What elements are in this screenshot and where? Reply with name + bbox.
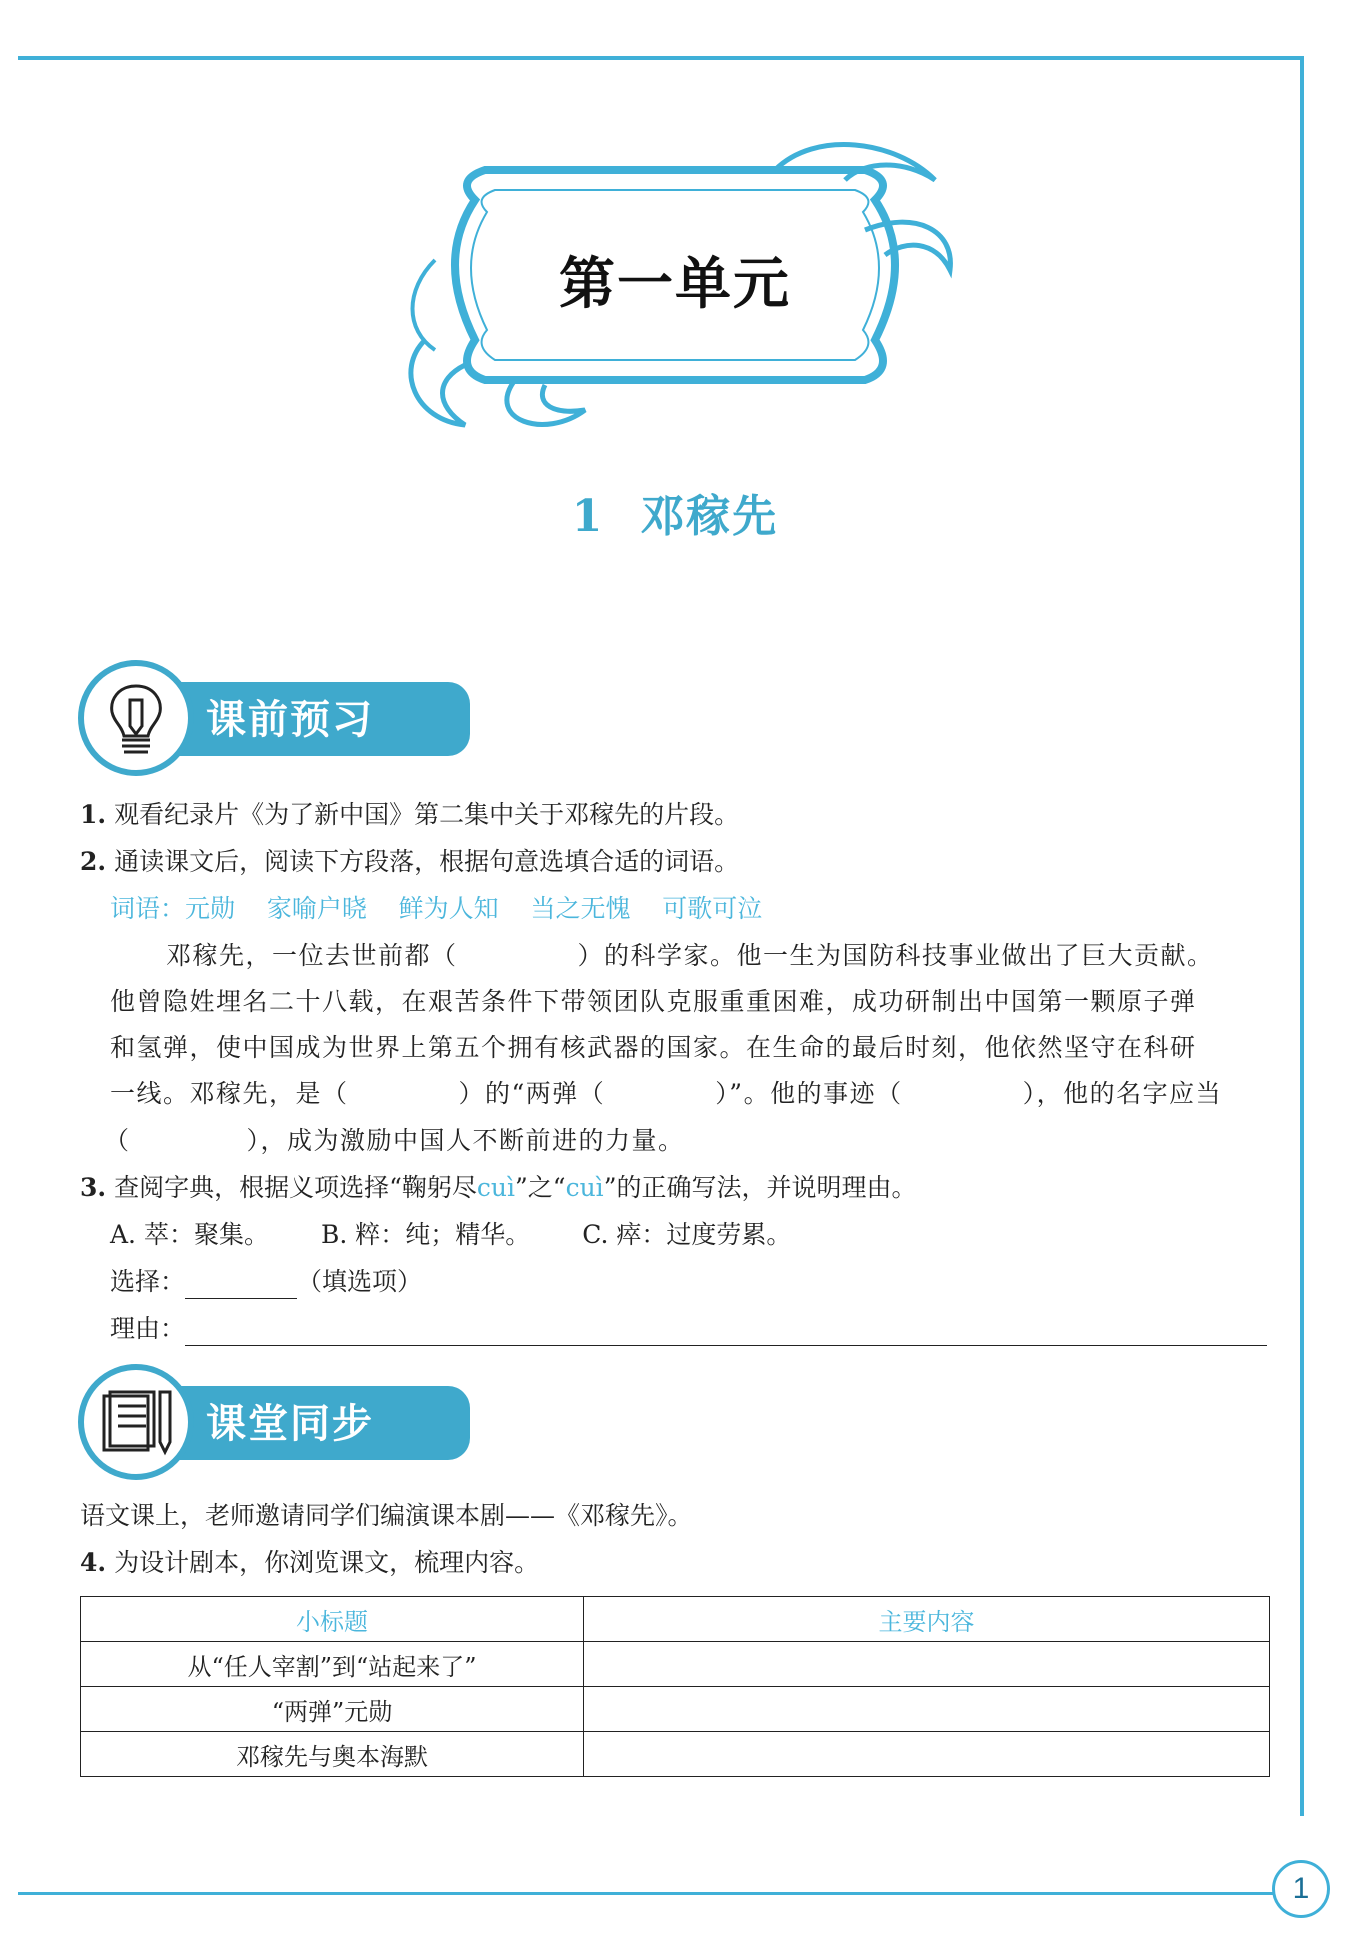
paragraph-text: ）”。他的事迹（	[715, 1079, 903, 1108]
intro-text: 语文课上，老师邀请同学们编演课本剧——《邓稼先》。	[80, 1501, 693, 1530]
table-cell-content[interactable]	[584, 1732, 1270, 1777]
question-3-options	[110, 1218, 791, 1252]
question-4-number: 4.	[80, 1548, 107, 1577]
page-frame-right	[1300, 56, 1304, 1816]
table-cell-subtitle: “两弹”元勋	[81, 1687, 584, 1732]
table-row	[81, 1732, 1270, 1777]
question-4-text: 为设计剧本，你浏览课文，梳理内容。	[114, 1548, 540, 1577]
section-preview-badge	[78, 660, 398, 780]
choice-label: 选择：	[110, 1267, 186, 1296]
question-3-text: 查阅字典，根据义项选择“鞠躬尽	[114, 1173, 477, 1202]
lesson-name: 邓稼先	[640, 491, 779, 542]
unit-title: 第一单元	[559, 252, 791, 317]
summary-table	[80, 1596, 1270, 1777]
word-bank-item: 家喻户晓	[266, 894, 367, 923]
question-3-text: ”之“	[515, 1173, 566, 1202]
word-bank-item: 元勋	[185, 894, 236, 923]
option-b: B. 粹：纯；精华。	[320, 1220, 531, 1249]
word-bank-item: 鲜为人知	[398, 894, 499, 923]
table-header: 主要内容	[584, 1597, 1270, 1642]
table-cell-subtitle: 邓稼先与奥本海默	[81, 1732, 584, 1777]
choice-row	[110, 1265, 422, 1299]
lightbulb-pencil-icon	[96, 678, 176, 758]
table-header: 小标题	[81, 1597, 584, 1642]
choice-hint: （填选项）	[297, 1267, 423, 1296]
table-header-row	[81, 1597, 1270, 1642]
option-a: A. 萃：聚集。	[110, 1220, 269, 1249]
word-bank-item: 当之无愧	[530, 894, 631, 923]
word-bank	[110, 892, 762, 926]
section-class-label: 课堂同步	[206, 1401, 374, 1447]
paragraph-text: ），他的名字应当	[1022, 1079, 1223, 1108]
table-row	[81, 1687, 1270, 1732]
page-frame-bottom	[18, 1892, 1278, 1895]
paragraph-text: ）的“两弹（	[458, 1079, 606, 1108]
word-bank-item: 可歌可泣	[662, 894, 763, 923]
question-2-text: 通读课文后，阅读下方段落，根据句意选填合适的词语。	[114, 847, 740, 876]
table-row	[81, 1642, 1270, 1687]
paragraph-text: ）的科学家。他一生为国防科技事业做出了巨大贡献。	[577, 941, 1214, 970]
table-cell-content[interactable]	[584, 1687, 1270, 1732]
table-cell-content[interactable]	[584, 1642, 1270, 1687]
paragraph-line-4	[110, 1077, 1222, 1111]
question-3-text: ”的正确写法，并说明理由。	[603, 1173, 917, 1202]
choice-input[interactable]	[185, 1272, 297, 1299]
question-4	[80, 1546, 539, 1580]
lesson-number: 1	[571, 491, 605, 542]
paragraph-line-5	[104, 1124, 685, 1158]
section-class-badge	[78, 1364, 398, 1484]
page-number: 1	[1272, 1860, 1330, 1918]
paragraph-text: 一线。邓稼先，是（	[110, 1079, 349, 1108]
reason-row	[110, 1312, 1267, 1346]
lesson-title	[0, 480, 1350, 544]
question-1	[80, 798, 739, 832]
paragraph-text: 邓稼先，一位去世前都（	[166, 941, 458, 970]
paragraph-line-3: 和氢弹，使中国成为世界上第五个拥有核武器的国家。在生命的最后时刻，他依然坚守在科研	[110, 1033, 1197, 1062]
question-2	[80, 845, 739, 879]
reason-label: 理由：	[110, 1314, 186, 1343]
reason-input[interactable]	[185, 1319, 1267, 1346]
paragraph-text: （	[104, 1126, 131, 1155]
table-cell-subtitle: 从“任人宰割”到“站起来了”	[81, 1642, 584, 1687]
question-2-number: 2.	[80, 847, 107, 876]
paragraph-line-1	[166, 939, 1214, 973]
paragraph-line-2: 他曾隐姓埋名二十八载，在艰苦条件下带领团队克服重重困难，成功研制出中国第一颗原子弹	[110, 987, 1197, 1016]
question-1-text: 观看纪录片《为了新中国》第二集中关于邓稼先的片段。	[114, 800, 740, 829]
book-pencil-icon	[96, 1382, 176, 1462]
question-3	[80, 1171, 916, 1205]
option-c: C. 瘁：过度劳累。	[582, 1220, 792, 1249]
pinyin-text: cuì	[565, 1173, 604, 1202]
paragraph-text: ），成为激励中国人不断前进的力量。	[246, 1126, 685, 1155]
section-preview-label: 课前预习	[206, 697, 374, 743]
question-1-number: 1.	[80, 800, 107, 829]
word-bank-label: 词语：	[110, 894, 186, 923]
question-3-number: 3.	[80, 1173, 107, 1202]
page-frame-top	[18, 56, 1304, 60]
pinyin-text: cuì	[476, 1173, 516, 1202]
